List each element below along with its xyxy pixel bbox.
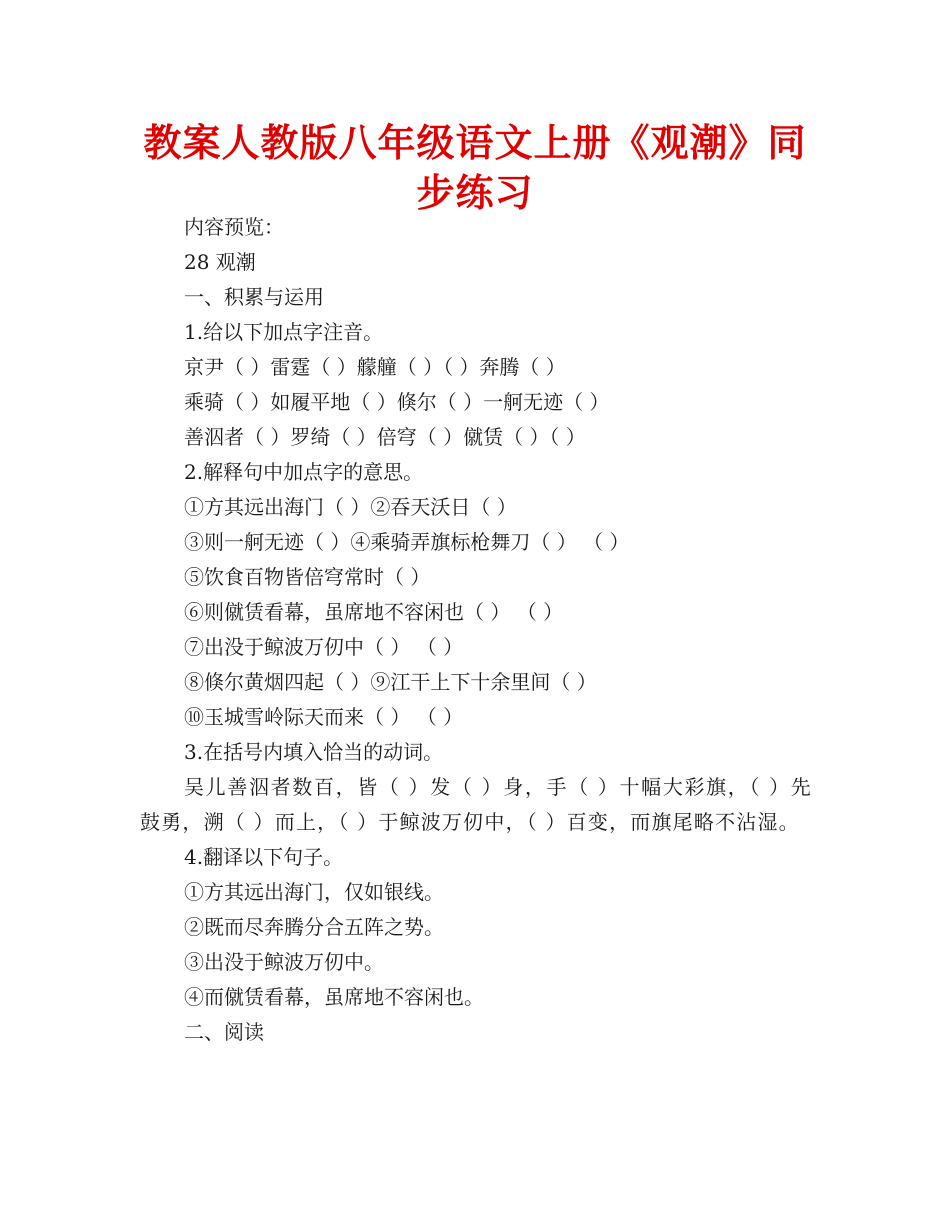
question-line: ⑧倏尔黄烟四起（ ）⑨江干上下十余里间（ ） bbox=[184, 670, 597, 694]
question-line: ②既而尽奔腾分合五阵之势。 bbox=[184, 915, 444, 939]
question-line: ①方其远出海门，仅如银线。 bbox=[184, 880, 444, 904]
question-line: ④而僦赁看幕，虽席地不容闲也。 bbox=[184, 985, 484, 1009]
lesson-heading: 28 观潮 bbox=[184, 250, 256, 274]
question-line: ⑦出没于鲸波万仞中（ ） （ ） bbox=[184, 635, 464, 659]
question-heading: 2.解释句中加点字的意思。 bbox=[184, 460, 424, 484]
section-heading: 一、积累与运用 bbox=[184, 285, 324, 309]
question-heading: 3.在括号内填入恰当的动词。 bbox=[184, 740, 444, 764]
question-heading: 4.翻译以下句子。 bbox=[184, 845, 344, 869]
question-line: ⑤饮食百物皆倍穹常时（ ） bbox=[184, 565, 431, 589]
fill-in-paragraph: 吴儿善泅者数百，皆（ ）发（ ）身，手（ ）十幅大彩旗，（ ）先鼓勇，溯（ ）而上，（ ）于鲸波万仞中，（ ）百变，而旗尾略不沾湿。 bbox=[140, 775, 812, 834]
question-line: 京尹（ ）雷霆（ ）艨艟（ ）（ ）奔腾（ ） bbox=[184, 355, 566, 379]
question-line: ③则一舸无迹（ ）④乘骑弄旗标枪舞刀（ ） （ ） bbox=[184, 530, 630, 554]
section-heading: 二、阅读 bbox=[184, 1020, 264, 1044]
preview-label: 内容预览： bbox=[184, 215, 284, 239]
question-line: ⑥则僦赁看幕，虽席地不容闲也（ ） （ ） bbox=[184, 600, 564, 624]
question-line: ③出没于鲸波万仞中。 bbox=[184, 950, 384, 974]
question-line: ①方其远出海门（ ）②吞天沃日（ ） bbox=[184, 495, 517, 519]
question-line: 善泅者（ ）罗绮（ ）倍穹（ ）僦赁（ ）（ ） bbox=[184, 425, 586, 449]
document-title: 教案人教版八年级语文上册《观潮》同步练习 bbox=[143, 121, 807, 215]
question-line: 乘骑（ ）如履平地（ ）倏尔（ ）一舸无迹（ ） bbox=[184, 390, 610, 414]
question-line: ⑩玉城雪岭际天而来（ ） （ ） bbox=[184, 705, 464, 729]
question-heading: 1.给以下加点字注音。 bbox=[184, 320, 384, 344]
document-body bbox=[140, 210, 812, 1050]
